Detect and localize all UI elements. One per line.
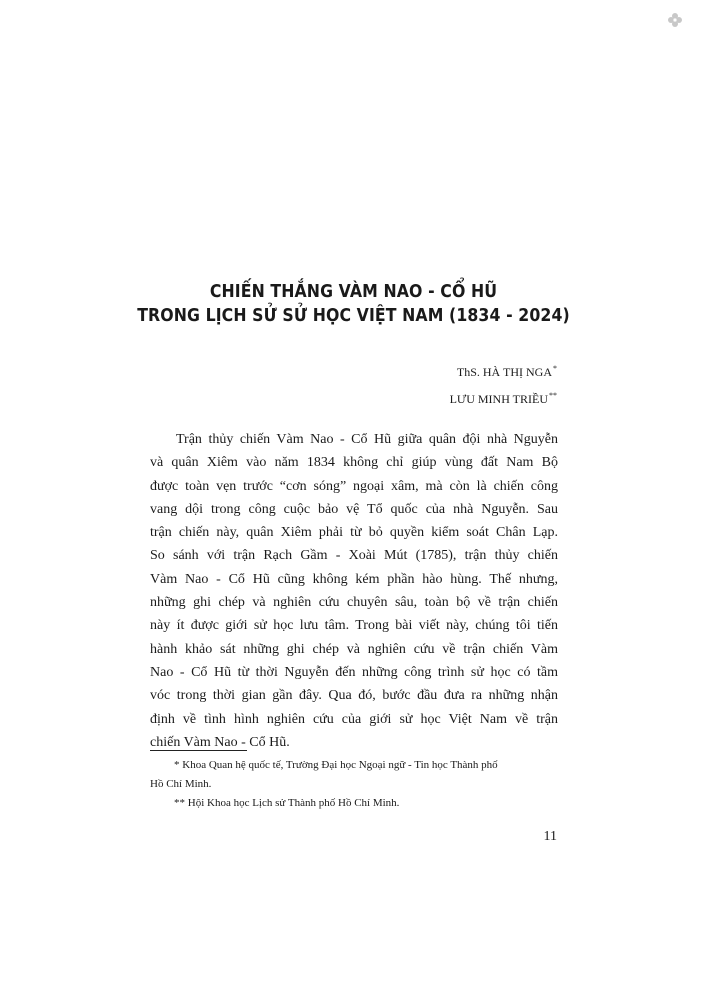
footnote-1 bbox=[150, 756, 558, 794]
footnote-1-line-1: * Khoa Quan hệ quốc tế, Trường Đại học Ngoại ngữ - Tin học Thành phố bbox=[174, 759, 498, 771]
author-2 bbox=[450, 384, 557, 411]
author-1-name: ThS. HÀ THỊ NGA bbox=[456, 365, 552, 379]
abstract-line: trận chiến này, quân Xiêm phải từ bỏ quyền kiểm soát Chân Lạp. bbox=[150, 525, 558, 541]
abstract-line: định về tình hình nghiên cứu của giới sử học Việt Nam về trận bbox=[150, 711, 558, 727]
abstract-line: những ghi chép và nghiên cứu chuyên sâu, toàn bộ về trận chiến bbox=[150, 595, 558, 611]
abstract-line: được toàn vẹn trước “cơn sóng” ngoại xâm, mà còn là chiến công bbox=[150, 478, 558, 494]
footnote-1-line-2: Hồ Chí Minh. bbox=[150, 778, 212, 790]
abstract-line: này ít được giới sử học lưu tâm. Trong bài viết này, chúng tôi tiến bbox=[150, 618, 558, 634]
author-1 bbox=[450, 357, 557, 384]
page-number: 11 bbox=[543, 829, 557, 844]
abstract-line: và quân Xiêm vào năm 1834 không chỉ giúp vùng đất Nam Bộ bbox=[150, 455, 558, 471]
article-title bbox=[35, 280, 671, 328]
abstract-line: Vàm Nao - Cổ Hũ cũng không kém phần hào hùng. Thế nhưng, bbox=[150, 571, 558, 587]
author-2-mark: ** bbox=[549, 391, 557, 400]
abstract-line: chiến Vàm Nao - Cổ Hũ. bbox=[150, 734, 290, 750]
footnotes bbox=[150, 756, 558, 813]
abstract-line: So sánh với trận Rạch Gầm - Xoài Mút (1785), trận thủy chiến bbox=[150, 548, 558, 564]
abstract-line: hành khảo sát những ghi chép và nghiên cứu về trận chiến Vàm bbox=[150, 641, 558, 657]
author-1-mark: * bbox=[553, 364, 557, 373]
title-line-1: CHIẾN THẮNG VÀM NAO - CỔ HŨ bbox=[209, 282, 498, 302]
author-2-name: LƯU MINH TRIỀU bbox=[449, 392, 548, 406]
abstract-paragraph bbox=[150, 428, 558, 754]
abstract-line: Trận thủy chiến Vàm Nao - Cổ Hũ giữa quân đội nhà Nguyễn bbox=[176, 432, 558, 447]
abstract-line: vóc trong thời gian gần đây. Qua đó, bước đầu đưa ra những nhận bbox=[150, 688, 558, 704]
abstract-line: Nao - Cổ Hũ từ thời Nguyễn đến những công trình sử học có tầm bbox=[150, 664, 558, 680]
footnote-2: ** Hội Khoa học Lịch sử Thành phố Hồ Chí Minh. bbox=[174, 797, 400, 809]
title-line-2: TRONG LỊCH SỬ SỬ HỌC VIỆT NAM (1834 - 2024) bbox=[137, 306, 570, 326]
abstract-line: vang dội trong công cuộc bảo vệ Tổ quốc của nhà Nguyễn. Sau bbox=[150, 501, 558, 517]
footnote-divider bbox=[150, 750, 247, 751]
flower-ornament-icon bbox=[667, 12, 683, 28]
author-block bbox=[450, 357, 557, 411]
